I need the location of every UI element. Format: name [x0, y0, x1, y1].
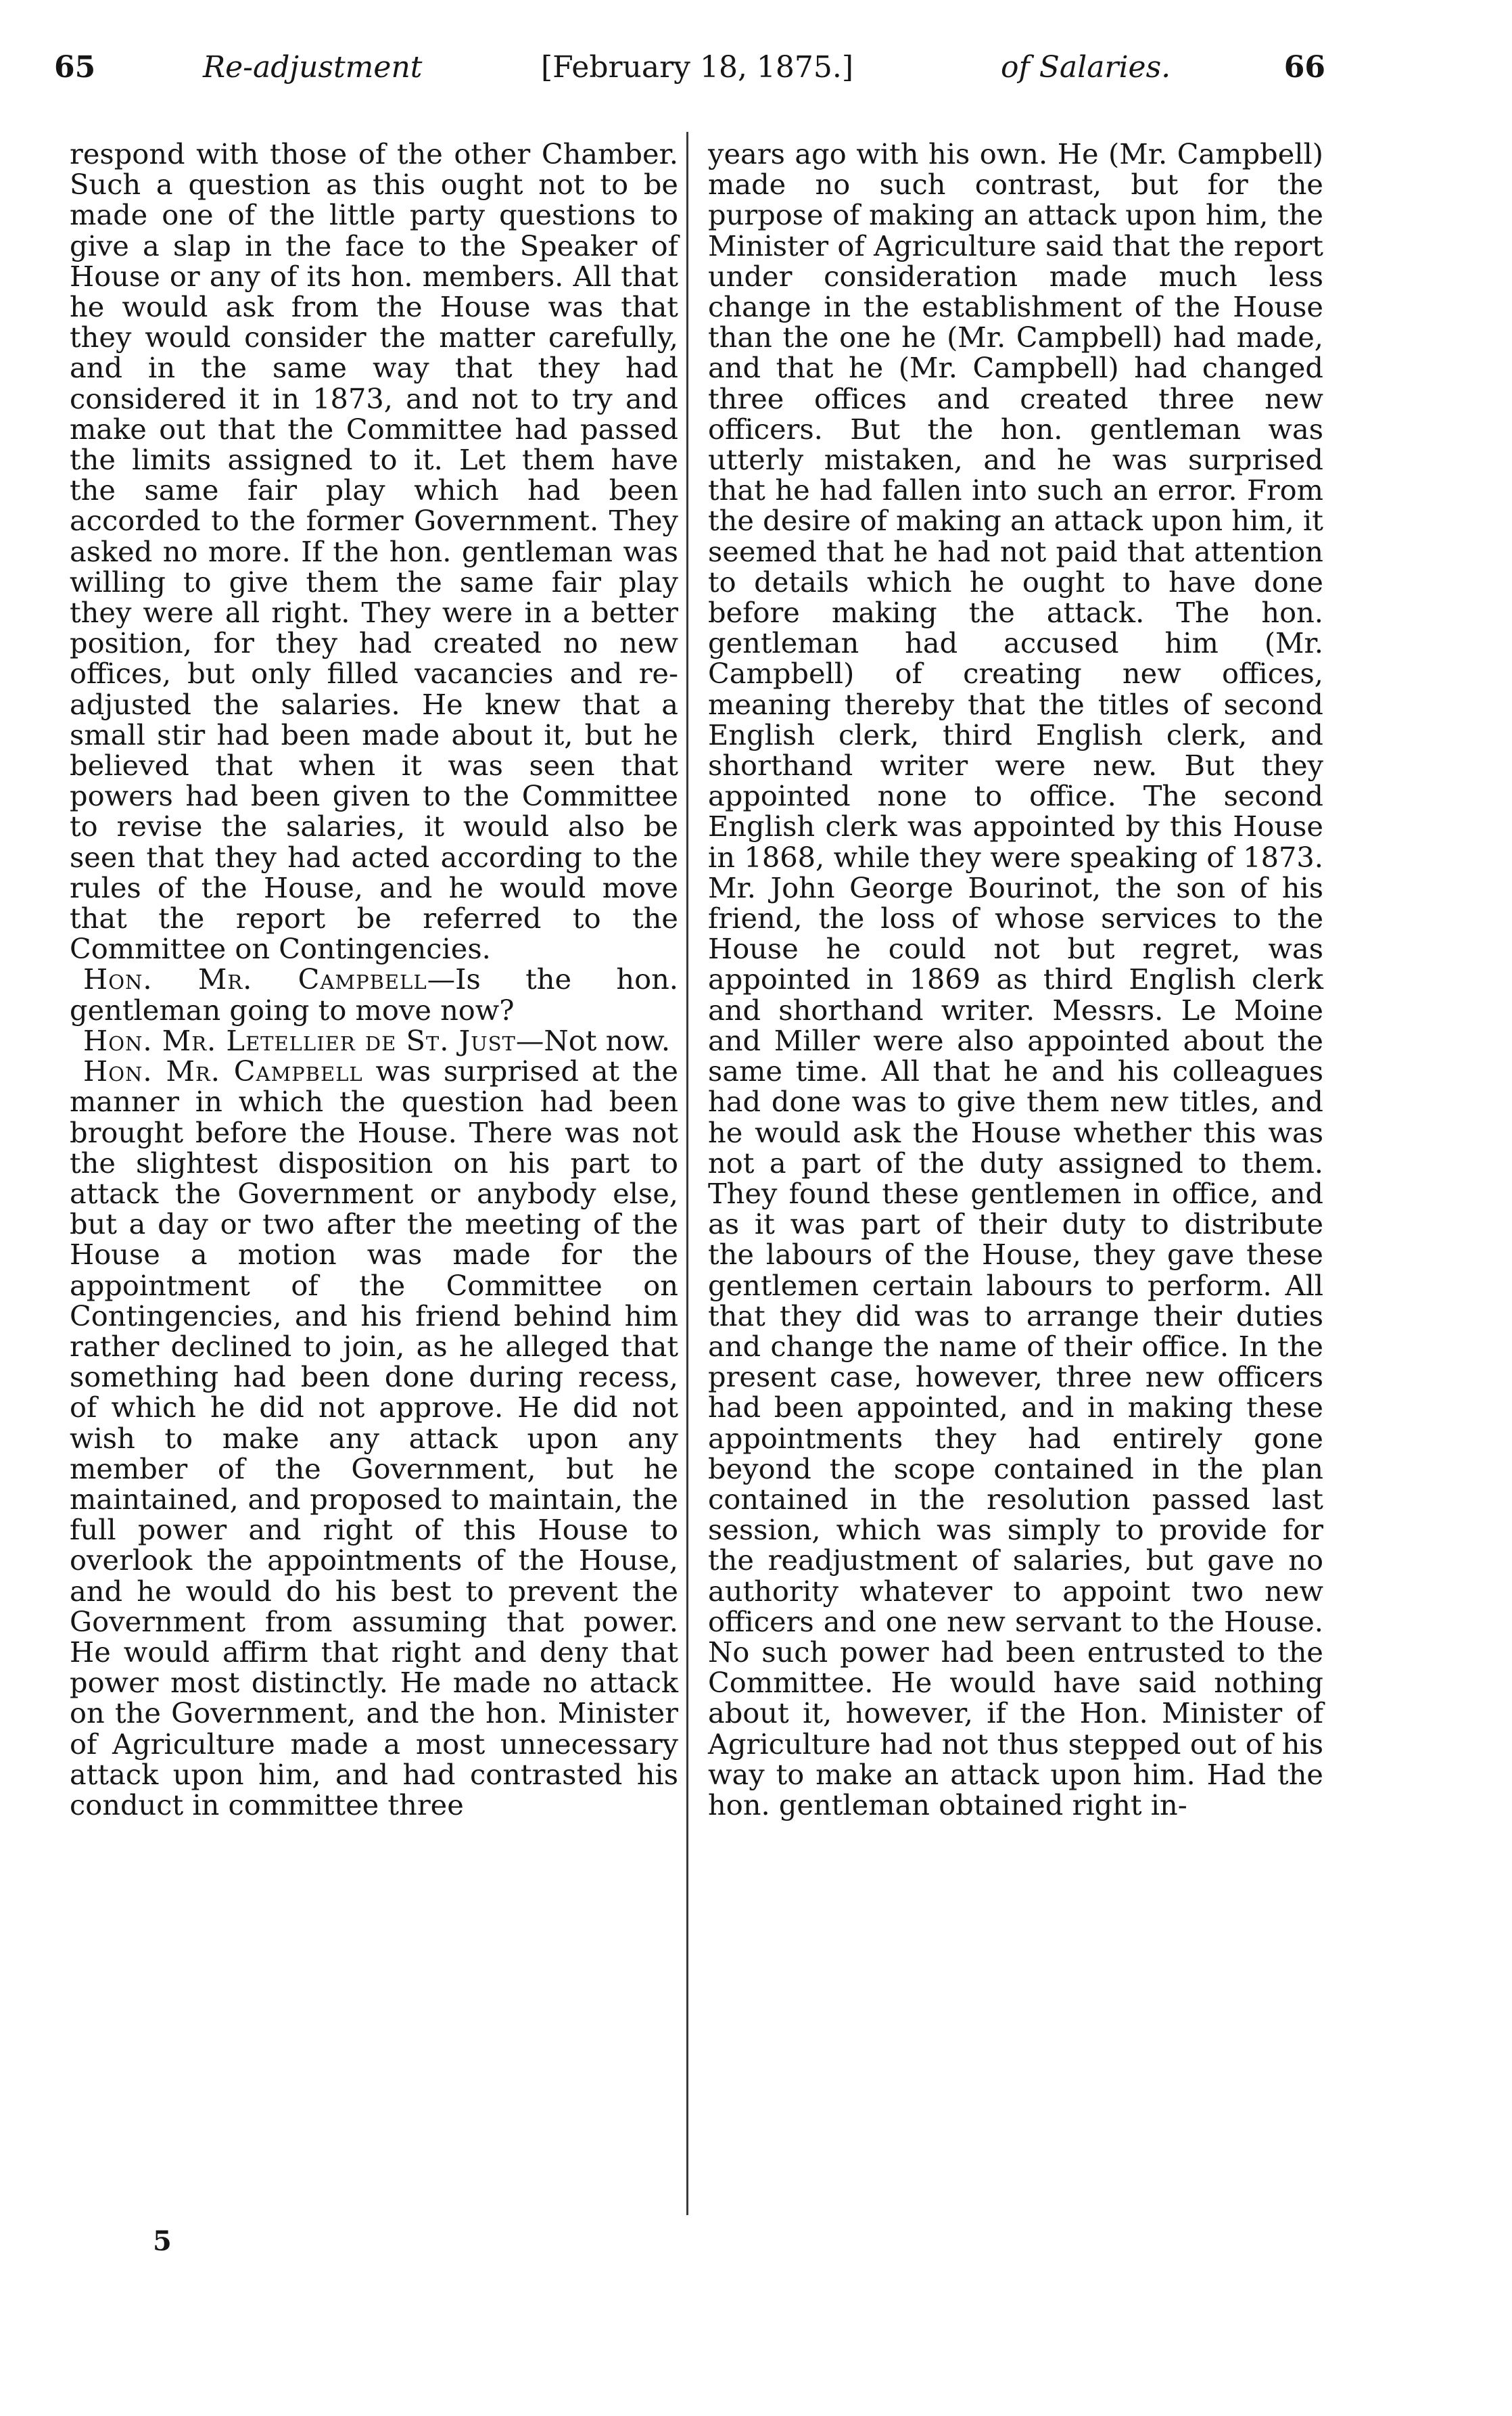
right-column [708, 139, 1323, 1820]
paragraph-campbell-question [70, 964, 678, 1025]
page-number-right: 66 [1283, 50, 1325, 85]
paragraph-letellier-reply [70, 1025, 678, 1056]
header-date: [February 18, 1875.] [541, 50, 854, 85]
speaker-name: Hon. Mr. Letellier de St. Just [83, 1023, 516, 1057]
paragraph-text: years ago with his own. He (Mr. Campbell) made no such contrast, but for the purpose of making an attack upon him, the Minister of Agriculture said that the report under consideration made much less change in the establishment of the House than the one he (Mr. Campbell) had made, and that he (Mr. Campbell) had changed three offices and created three new officers. But the hon. gentleman was utterly mistaken, and he was surprised that he had fallen into such an error. From the desire of making an attack upon him, it seemed that he had not paid that attention to details which he ought to have done before making the attack. The hon. gentleman had accused him (Mr. Campbell) of creating new offices, meaning thereby that the titles of second English clerk, third English clerk, and shorthand writer were new. But they appointed none to office. The second English clerk was appointed by this House in 1868, while they were speaking of 1873. Mr. John George Bourinot, the son of his friend, the loss of whose services to the House he could not but regret, was appointed in 1869 as third English clerk and shorthand writer. Messrs. Le Moine and Miller were also appointed about the same time. All that he and his colleagues had done was to give them new titles, and he would ask the House whether this was not a part of the duty assigned to them. They found these gentlemen in office, and as it was part of their duty to distribute the labours of the House, they gave these gentlemen certain labours to perform. All that they did was to arrange their duties and change the name of their office. In the present case, however, three new officers had been appointed, and in making these appointments they had entirely gone beyond the scope contained in the plan contained in the resolution passed last session, which was simply to provide for the readjustment of salaries, but gave no authority whatever to appoint two new officers and one new servant to the House. No such power had been entrusted to the Committee. He would have said nothing about it, however, if the Hon. Minister of Agriculture had not thus stepped out of his way to make an attack upon him. Had the hon. gentleman obtained right in- [708, 137, 1323, 1821]
paragraph-text: —Not now. [515, 1023, 671, 1057]
paragraph-text: —Is the hon. gentleman going to move now? [70, 962, 678, 1027]
page-number-left: 65 [54, 50, 96, 85]
speaker-name: Hon. Mr. Campbell [83, 1054, 363, 1088]
column-divider [686, 132, 688, 2215]
page-header [54, 47, 1325, 101]
speaker-name: Hon. Mr. Campbell [83, 962, 427, 996]
paragraph-campbell-speech [70, 1056, 678, 1820]
running-title-right: of Salaries. [1001, 50, 1171, 85]
running-title-left: Re-adjustment [203, 50, 423, 85]
paragraph-text: was surprised at the manner in which the question had been brought before the House. There was not the slightest disposition on his part to attack the Government or anybody else, but a day or two after the meeting of the House a motion was made for the appointment of the Committee on Contingencies, and his friend behind him rather declined to join, as he alleged that something had been done during recess, of which he did not approve. He did not wish to make any attack upon any member of the Government, but he maintained, and proposed to maintain, the full power and right of this House to overlook the appointments of the House, and he would do his best to prevent the Government from assuming that power. He would affirm that right and deny that power most distinctly. He made no attack on the Government, and the hon. Minister of Agriculture made a most unnecessary attack upon him, and had contrasted his conduct in committee three [70, 1054, 678, 1821]
paragraph-text: respond with those of the other Chamber. Such a question as this ought not to be made one of the little party questions to give a slap in the face to the Speaker of House or any of its hon. members. All that he would ask from the House was that they would consider the matter carefully, and in the same way that they had considered it in 1873, and not to try and make out that the Committee had passed the limits assigned to it. Let them have the same fair play which had been accorded to the former Government. They asked no more. If the hon. gentleman was willing to give them the same fair play they were all right. They were in a better position, for they had created no new offices, but only filled vacancies and re-adjusted the salaries. He knew that a small stir had been made about it, but he believed that when it was seen that powers had been given to the Committee to revise the salaries, it would also be seen that they had acted according to the rules of the House, and he would move that the report be referred to the Committee on Contingencies. [70, 137, 678, 966]
signature-mark: 5 [153, 2225, 172, 2257]
paragraph-continued [70, 139, 678, 964]
left-column [70, 139, 678, 1820]
paragraph-continued [708, 139, 1323, 1820]
